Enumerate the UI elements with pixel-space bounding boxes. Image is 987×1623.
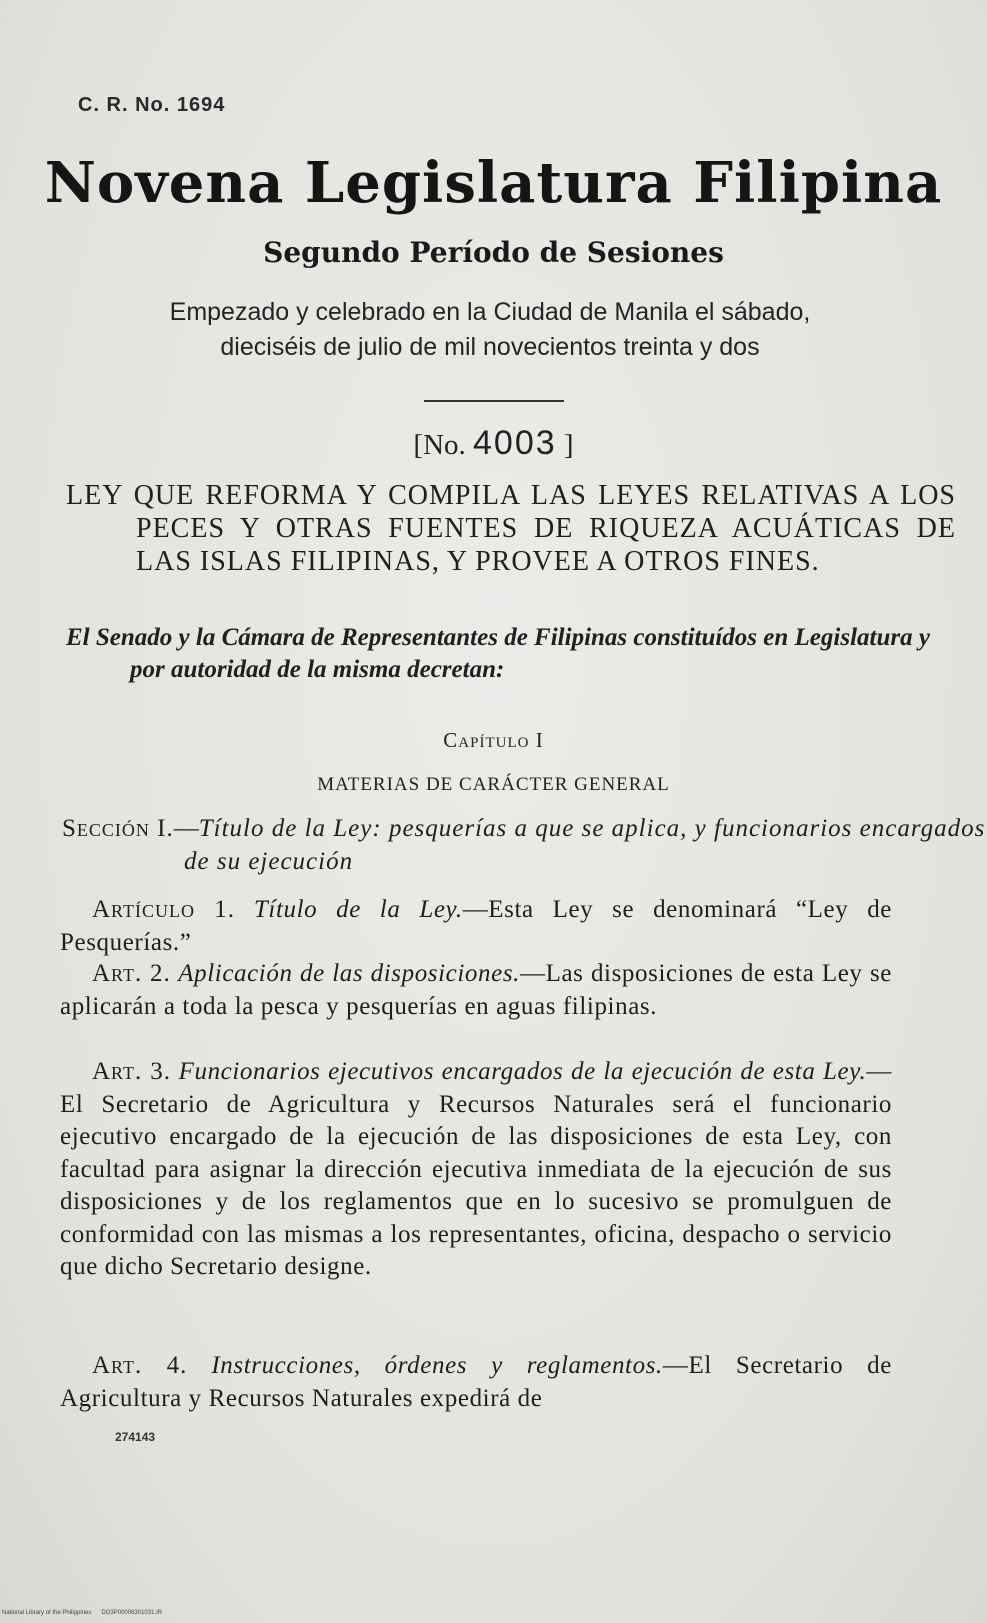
section-title: Título de la Ley: pesquerías a que se aplica, y funcionarios encargados de su ejecución (184, 815, 986, 875)
session-subtitle: Segundo Período de Sesiones (263, 236, 724, 269)
scan-footer (2, 1610, 172, 1616)
article-heading: Aplicación de las disposiciones. (178, 960, 521, 987)
enacting-clause: El Senado y la Cámara de Representantes de Filipinas constituídos en Legislatura y por autoridad de la misma decretan: (66, 624, 930, 683)
chapter-label: Capítulo I (443, 728, 544, 752)
session-line-2: dieciséis de julio de mil novecientos treinta y dos (220, 333, 760, 361)
legislature-title: Novena Legislatura Filipina (44, 150, 943, 216)
cr-number: C. R. No. 1694 (78, 94, 226, 116)
article-heading: Instrucciones, órdenes y reglamentos. (211, 1352, 663, 1379)
article-4 (60, 1350, 892, 1415)
article-3 (60, 1056, 892, 1284)
article-heading: Título de la Ley. (253, 896, 463, 923)
section-heading (62, 812, 987, 878)
article-text: —El Secretario de Agricultura y Recursos Naturales será el funcionario ejecutivo encargado de la ejecución de las disposiciones de esta Ley, con facultad para asignar la dirección ejecutiva inmediata de la ejecución de sus disposiciones y de los reglamentos que en lo sucesivo se promulguen de conformidad con las mismas a los representantes, oficina, despacho o servicio que dicho Secretario designe. (60, 1058, 893, 1280)
section-dash: — (173, 815, 199, 842)
article-text: —Esta Ley se denominará “Ley de Pesquerías.” (60, 896, 892, 956)
law-number-close: ] (556, 429, 574, 461)
section-label: Sección I. (62, 815, 174, 842)
article-text: —El Secretario de Agricultura y Recursos Naturales expedirá de (60, 1352, 892, 1412)
law-number-value: 4003 (473, 424, 557, 462)
divider-rule (424, 400, 564, 402)
article-label: Art. 2. (92, 960, 171, 987)
article-label: Art. 3. (92, 1058, 171, 1085)
print-number: 274143 (115, 1430, 156, 1444)
article-text: —Las disposiciones de esta Ley se aplicarán a toda la pesca y pesquerías en aguas filipinas. (60, 960, 892, 1020)
session-description (90, 295, 890, 365)
article-label: Artículo 1. (92, 896, 235, 923)
article-1 (60, 894, 892, 959)
article-heading: Funcionarios ejecutivos encargados de la ejecución de esta Ley. (178, 1058, 867, 1085)
law-number-open: [No. (413, 429, 474, 461)
document-id: DO3P00006301031.IR (101, 1610, 163, 1616)
article-2 (60, 958, 892, 1023)
article-label: Art. 4. (92, 1352, 188, 1379)
chapter-title: MATERIAS DE CARÁCTER GENERAL (317, 774, 670, 795)
law-number (0, 424, 987, 463)
session-line-1: Empezado y celebrado en la Ciudad de Manila el sábado, (169, 298, 811, 326)
law-title: LEY QUE REFORMA Y COMPILA LAS LEYES RELATIVAS A LOS PECES Y OTRAS FUENTES DE RIQUEZA ACUÁTICAS DE LAS ISLAS FILIPINAS, Y PROVEE A OTROS FINES. (66, 480, 956, 577)
library-name: National Library of the Philippines (2, 1610, 92, 1616)
